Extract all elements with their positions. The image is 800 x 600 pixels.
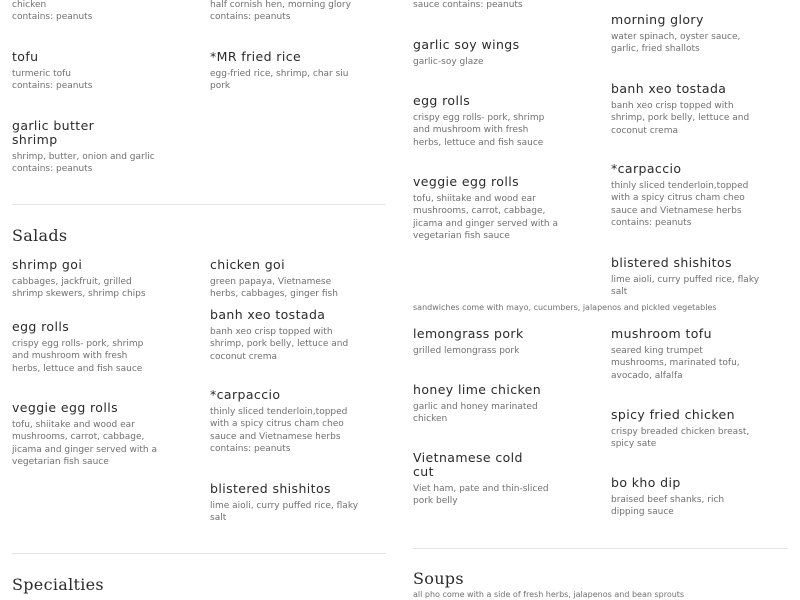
menu-item xyxy=(210,0,351,24)
item-description: green papaya, Vietnamese herbs, cabbages, ginger fish xyxy=(210,277,338,300)
menu-item-lemongrass-pork xyxy=(413,327,524,357)
item-name: spicy fried chicken xyxy=(611,407,735,422)
menu-item xyxy=(12,0,92,24)
item-name: egg rolls xyxy=(12,319,70,334)
menu-item-veggie-egg-rolls xyxy=(12,401,157,469)
item-description: tofu, shiitake and wood ear mushrooms, carrot, cabbage, jicama and ginger served with a vegetarian fish sauce xyxy=(413,194,558,242)
item-name: blistered shishitos xyxy=(611,255,732,270)
item-description: Viet ham, pate and thin-sliced pork belly xyxy=(413,484,549,507)
section-divider xyxy=(12,553,386,554)
item-name: garlic soy wings xyxy=(413,37,520,52)
menu-item-veggie-egg-rolls xyxy=(413,175,558,243)
item-description: half cornish hen, morning glory contains: peanuts xyxy=(210,0,351,23)
item-description: seared king trumpet mushrooms, marinated tofu, avocado, alfalfa xyxy=(611,346,740,381)
item-name: garlic butter shrimp xyxy=(12,118,95,147)
item-name: veggie egg rolls xyxy=(12,400,118,415)
menu-item-blistered-shishitos xyxy=(210,482,358,525)
menu-item-chicken-goi xyxy=(210,258,338,301)
menu-item-banh-xeo-tostada xyxy=(611,82,749,137)
section-title-specialties: Specialties xyxy=(12,575,104,594)
item-name: banh xeo tostada xyxy=(210,307,326,322)
menu-item xyxy=(413,0,523,11)
menu-item-mr-fried-rice xyxy=(210,50,349,93)
item-description: thinly sliced tenderloin,topped with a spicy citrus cham cheo sauce and Vietnamese herbs contains: peanuts xyxy=(210,407,348,455)
item-description: lime aioli, curry puffed rice, flaky salt xyxy=(611,275,760,298)
item-description: chicken contains: peanuts xyxy=(12,0,93,23)
item-name: chicken goi xyxy=(210,257,285,272)
menu-item-tofu xyxy=(12,50,92,93)
item-name: honey lime chicken xyxy=(413,382,542,397)
menu-item-garlic-soy-wings xyxy=(413,38,520,68)
menu-item-garlic-butter-shrimp xyxy=(12,118,155,176)
sandwich-note: sandwiches come with mayo, cucumbers, jalapenos and pickled vegetables xyxy=(413,303,717,312)
item-name: lemongrass pork xyxy=(413,326,524,341)
menu-item-shrimp-goi xyxy=(12,258,146,301)
item-name: banh xeo tostada xyxy=(611,81,727,96)
item-description: braised beef shanks, rich dipping sauce xyxy=(611,495,725,518)
menu-item-spicy-fried-chicken xyxy=(611,408,749,451)
item-description: tofu, shiitake and wood ear mushrooms, carrot, cabbage, jicama and ginger served with a vegetarian fish sauce xyxy=(12,420,157,468)
section-title-soups: Soups xyxy=(413,569,464,588)
item-name: *carpaccio xyxy=(210,387,281,402)
menu-item-blistered-shishitos xyxy=(611,256,759,299)
item-name: blistered shishitos xyxy=(210,481,331,496)
soups-note: all pho come with a side of fresh herbs, jalapenos and bean sprouts xyxy=(413,590,685,599)
item-description: water spinach, oyster sauce, garlic, fried shallots xyxy=(611,32,741,55)
item-description: cabbages, jackfruit, grilled shrimp skewers, shrimp chips xyxy=(12,277,146,300)
item-name: *MR fried rice xyxy=(210,49,302,64)
item-description: lime aioli, curry puffed rice, flaky salt xyxy=(210,501,359,524)
item-description: crispy egg rolls- pork, shrimp and mushroom with fresh herbs, lettuce and fish sauce xyxy=(12,339,144,374)
menu-item-egg-rolls xyxy=(12,320,143,375)
item-description: banh xeo crisp topped with shrimp, pork belly, lettuce and coconut crema xyxy=(611,101,750,136)
item-name: veggie egg rolls xyxy=(413,174,519,189)
item-description: crispy egg rolls- pork, shrimp and mushroom with fresh herbs, lettuce and fish sauce xyxy=(413,113,545,148)
item-name: bo kho dip xyxy=(611,475,681,490)
menu-item-vietnamese-cold-cut xyxy=(413,450,549,508)
item-name: egg rolls xyxy=(413,93,471,108)
item-description: garlic and honey marinated chicken xyxy=(413,402,538,425)
item-name: *carpaccio xyxy=(611,161,682,176)
section-divider xyxy=(12,204,386,205)
item-name: Vietnamese cold cut xyxy=(413,450,523,479)
menu-item-morning-glory xyxy=(611,13,740,56)
item-description: thinly sliced tenderloin,topped with a spicy citrus cham cheo sauce and Vietnamese herbs contains: peanuts xyxy=(611,181,749,229)
menu-item-honey-lime-chicken xyxy=(413,383,541,426)
menu-item-mushroom-tofu xyxy=(611,327,740,382)
menu-item-carpaccio xyxy=(210,388,347,456)
menu-item-banh-xeo-tostada xyxy=(210,308,348,363)
item-description: crispy breaded chicken breast, spicy sate xyxy=(611,427,750,450)
item-description: sauce contains: peanuts xyxy=(413,0,523,10)
menu-item-carpaccio xyxy=(611,162,748,230)
section-title-salads: Salads xyxy=(12,226,68,245)
section-divider xyxy=(413,548,788,549)
menu-item-egg-rolls xyxy=(413,94,544,149)
item-description: garlic-soy glaze xyxy=(413,57,484,67)
item-name: mushroom tofu xyxy=(611,326,712,341)
item-description: turmeric tofu contains: peanuts xyxy=(12,69,93,92)
item-name: shrimp goi xyxy=(12,257,83,272)
item-description: grilled lemongrass pork xyxy=(413,346,520,356)
item-name: morning glory xyxy=(611,12,704,27)
item-description: banh xeo crisp topped with shrimp, pork belly, lettuce and coconut crema xyxy=(210,327,349,362)
item-description: egg-fried rice, shrimp, char siu pork xyxy=(210,69,349,92)
item-name: tofu xyxy=(12,49,39,64)
menu-item-bo-kho-dip xyxy=(611,476,724,519)
item-description: shrimp, butter, onion and garlic contains: peanuts xyxy=(12,152,155,175)
